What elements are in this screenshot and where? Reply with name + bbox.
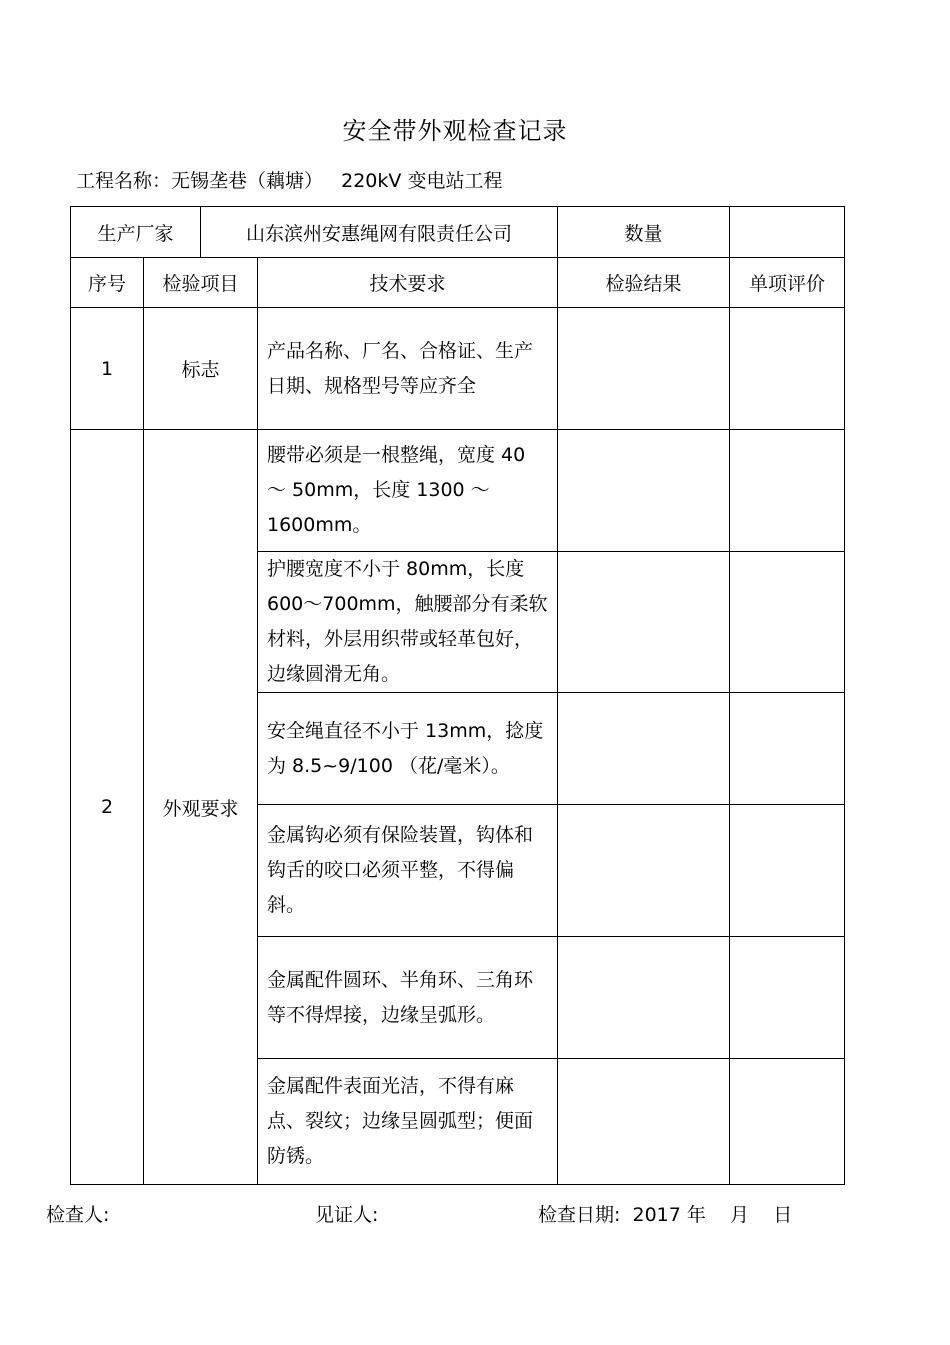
row-index: 2: [71, 430, 144, 1185]
requirement-cell: 护腰宽度不小于 80mm，长度 600～700mm，触腰部分有柔软材料，外层用织带或轻革包好，边缘圆滑无角。: [258, 552, 558, 693]
requirement-cell: 腰带必须是一根整绳，宽度 40 ～ 50mm，长度 1300 ～ 1600mm。: [258, 430, 558, 552]
project-line: [76, 166, 502, 193]
quantity-value-cell[interactable]: [730, 207, 845, 258]
header-evaluation: 单项评价: [730, 258, 845, 308]
header-result: 检验结果: [558, 258, 730, 308]
requirement-cell: 金属钩必须有保险装置，钩体和钩舌的咬口必须平整，不得偏斜。: [258, 805, 558, 937]
project-name: 无锡垄巷（藕塘） 220kV 变电站工程: [171, 170, 503, 192]
date-value: 2017 年 月 日: [632, 1204, 793, 1226]
evaluation-cell[interactable]: [730, 430, 845, 552]
evaluation-cell[interactable]: [730, 937, 845, 1059]
result-cell[interactable]: [558, 693, 730, 805]
project-label: 工程名称：: [76, 170, 172, 192]
result-cell[interactable]: [558, 308, 730, 430]
requirement-cell: 金属配件圆环、半角环、三角环等不得焊接，边缘呈弧形。: [258, 937, 558, 1059]
inspection-date: [538, 1200, 792, 1227]
result-cell[interactable]: [558, 937, 730, 1059]
result-cell[interactable]: [558, 805, 730, 937]
evaluation-cell[interactable]: [730, 805, 845, 937]
row-index: 1: [71, 308, 144, 430]
header-requirement: 技术要求: [258, 258, 558, 308]
result-cell[interactable]: [558, 1059, 730, 1185]
evaluation-cell[interactable]: [730, 1059, 845, 1185]
page-title: 安全带外观检查记录: [342, 117, 568, 145]
requirement-cell: 安全绳直径不小于 13mm，捻度为 8.5~9/100 （花/毫米）。: [258, 693, 558, 805]
result-cell[interactable]: [558, 552, 730, 693]
witness-label: 见证人:: [315, 1204, 379, 1226]
result-cell[interactable]: [558, 430, 730, 552]
row-item: 标志: [144, 308, 258, 430]
quantity-label: 数量: [558, 207, 730, 258]
manufacturer-name: 山东滨州安惠绳网有限责任公司: [201, 207, 558, 258]
header-item: 检验项目: [144, 258, 258, 308]
date-label: 检查日期:: [538, 1204, 621, 1226]
requirement-cell: 产品名称、厂名、合格证、生产日期、规格型号等应齐全: [258, 308, 558, 430]
header-index: 序号: [71, 258, 144, 308]
table-row: [71, 430, 845, 552]
requirement-cell: 金属配件表面光洁，不得有麻点、裂纹；边缘呈圆弧型；便面防锈。: [258, 1059, 558, 1185]
evaluation-cell[interactable]: [730, 552, 845, 693]
manufacturer-label: 生产厂家: [71, 207, 201, 258]
evaluation-cell[interactable]: [730, 308, 845, 430]
header-row: [71, 258, 845, 308]
evaluation-cell[interactable]: [730, 693, 845, 805]
inspector-label: 检查人:: [46, 1204, 110, 1226]
row-item: 外观要求: [144, 430, 258, 1185]
table-row: [71, 308, 845, 430]
inspection-table: [70, 206, 845, 1185]
manufacturer-row: [71, 207, 845, 258]
